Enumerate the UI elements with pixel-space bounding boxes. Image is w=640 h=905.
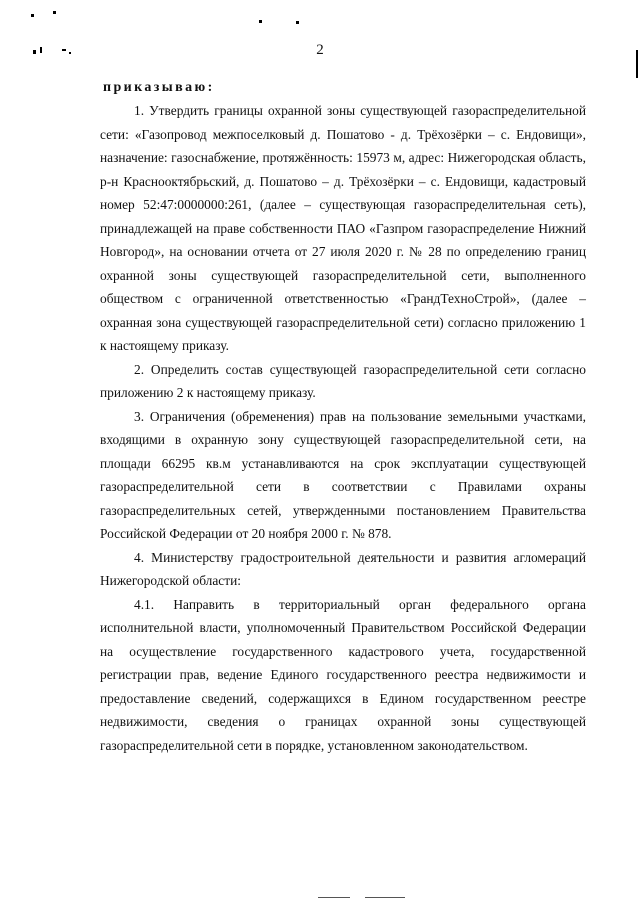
footer-line-right bbox=[365, 897, 405, 898]
scan-speck bbox=[31, 14, 34, 17]
paragraph-2: 2. Определить состав существующей газораспределительной сети согласно приложению 2 к настоящему приказу. bbox=[100, 361, 586, 400]
page-number: 2 bbox=[316, 42, 324, 58]
paragraph-1: 1. Утвердить границы охранной зоны существующей газораспределительной сети: «Газопровод межпоселковый д. Пошатово - д. Трёхозёрки – с. Ендовищи», назначение: газоснабжение, протяжённость: 15973 м, адрес: Нижегородская область, р-н Краснооктябрьский, д. Пошатово – д. Трёхозёрки – с. Ендовищи, кадастровый номер 52:47:0000000:261, (далее – существующая газораспределительная сеть), принадлежащей на праве собственности ПАО «Газпром газораспределение Нижний Новгород», на основании отчета от 27 июля 2020 г. № 28 по определению границ охранной зоны существующей газораспределительной сети, выполненного обществом с ограниченной ответственностью «ГрандТехноСтрой», (далее – охранная зона существующей газораспределительной сети) согласно приложению 1 к настоящему приказу. bbox=[100, 103, 586, 353]
paragraph-3: 3. Ограничения (обременения) прав на пользование земельными участками, входящими в охранную зону существующей газораспределительной сети, на площади 66295 кв.м устанавливаются на срок эксплуатации существующей газораспределительной сети в соответствии с Правилами охраны газораспределительных сетей, утвержденными постановлением Правительства Российской Федерации от 20 ноября 2000 г. № 878. bbox=[100, 408, 586, 541]
paragraph-4: 4. Министерству градостроительной деятельности и развития агломераций Нижегородской области: bbox=[100, 549, 586, 588]
order-heading: приказываю: bbox=[103, 80, 215, 95]
scan-speck bbox=[259, 20, 262, 23]
scan-speck bbox=[296, 21, 299, 24]
footer-line-left bbox=[318, 897, 350, 898]
document-body bbox=[100, 99, 586, 757]
paragraph-4-1: 4.1. Направить в территориальный орган федерального органа исполнительной власти, уполномоченный Правительством Российской Федерации на осуществление государственного кадастрового учета, государственной регистрации прав, ведение Единого государственного реестра недвижимости и предоставление сведений, содержащихся в Едином государственном реестре недвижимости, сведения о границах охранной зоны существующей газораспределительной сети в порядке, установленном законодательством. bbox=[100, 596, 586, 753]
scan-speck bbox=[53, 11, 56, 14]
